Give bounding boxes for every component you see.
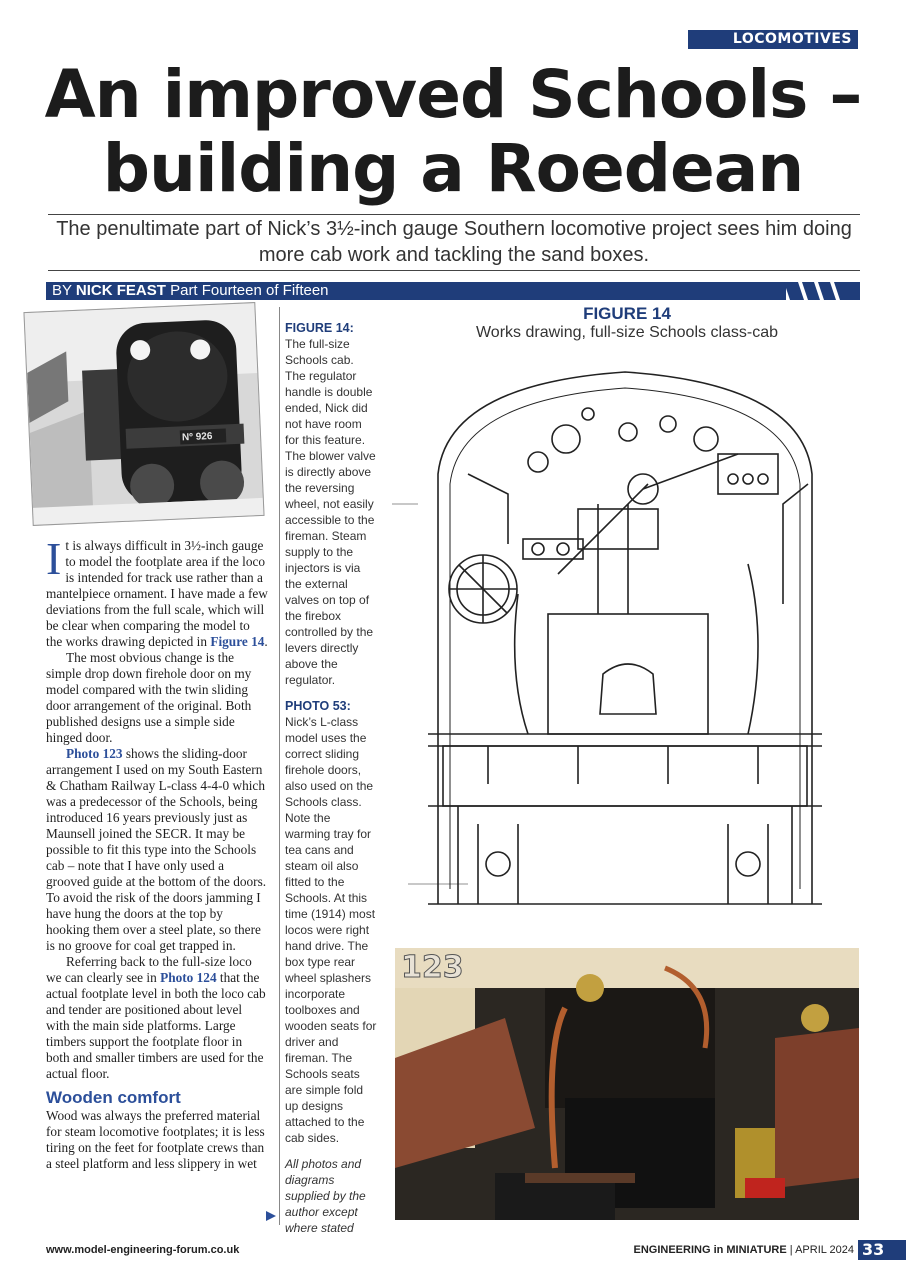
photo-123-reference[interactable]: Photo 123 bbox=[66, 746, 123, 761]
footer-issue: APRIL 2024 bbox=[795, 1244, 854, 1256]
figure-subtitle: Works drawing, full-size Schools class-cab bbox=[475, 324, 779, 341]
headline bbox=[30, 58, 876, 206]
byline-bar bbox=[46, 282, 786, 300]
subheading: Wooden comfort bbox=[46, 1088, 181, 1107]
locomotive-photo bbox=[23, 302, 264, 526]
body-text: . bbox=[264, 634, 268, 649]
body-paragraph-1 bbox=[46, 533, 268, 650]
locomotive-photo-image bbox=[24, 303, 263, 525]
photo-credit: All photos and diagrams supplied by the author except where stated bbox=[285, 1157, 366, 1235]
cab-works-drawing bbox=[388, 344, 862, 914]
headline-line-2: building a Roedean bbox=[102, 130, 804, 207]
body-paragraph-2: The most obvious change is the simple drop down firehole door on my model compared with the twin sliding door arrangement of the original. Both published designs use a simple side hinged door. bbox=[46, 650, 252, 745]
standfirst-top-rule bbox=[48, 214, 860, 215]
body-column-1 bbox=[46, 533, 268, 1172]
number-plate: Nº 926 bbox=[181, 431, 213, 444]
byline-prefix: BY bbox=[52, 282, 72, 299]
body-paragraph-5: Wood was always the preferred material for steam locomotive footplates; it is less tiring on the feet for footplate crews than a steel platform and less slippery in wet bbox=[46, 1108, 265, 1171]
photo-123 bbox=[395, 948, 859, 1220]
byline-stripes-decoration bbox=[784, 282, 860, 300]
standfirst-bottom-rule bbox=[48, 270, 860, 271]
photo-53-caption-label: PHOTO 53: bbox=[285, 699, 351, 713]
headline-line-1: An improved Schools – bbox=[44, 56, 862, 133]
section-tag: LOCOMOTIVES bbox=[688, 30, 858, 48]
body-paragraph-4 bbox=[46, 954, 268, 1082]
caption-column bbox=[285, 320, 377, 1246]
column-divider bbox=[279, 307, 280, 1225]
photo-number-label: 123 bbox=[401, 950, 464, 985]
standfirst: The penultimate part of Nick’s 3½-inch gauge Southern locomotive project sees him doing more cab work and tackling the sand boxes. bbox=[56, 218, 852, 266]
page-number: 33 bbox=[858, 1240, 906, 1260]
body-paragraph-3 bbox=[46, 746, 268, 954]
byline-author: NICK FEAST bbox=[75, 282, 166, 299]
section-tag-rule bbox=[688, 48, 858, 49]
body-text: t is always difficult in 3½-inch gauge to model the footplate area if the loco is intended for track use rather than a mantelpiece ornament. I have made a few deviations from the full scale, which will be clear when comparing the model to the works drawing depicted in bbox=[46, 538, 268, 649]
body-text: shows the sliding-door arrangement I used on my South Eastern & Chatham Railway L-class 4-4-0 which was a predecessor of the Schools, being introduced 16 years previously just as Maunsell joined the SECR. It may be possible to fit this type into the Schools cab – note that I have only used a grooved guide at the bottom of the doors. To avoid the risk of the doors jamming I have hung the doors at the top by hooking them over a steel plate, so there is no groove for coal get trapped in. bbox=[46, 746, 267, 953]
figure-14-reference[interactable]: Figure 14 bbox=[210, 634, 265, 649]
figure-title: FIGURE 14 bbox=[583, 304, 671, 323]
photo-123-image bbox=[395, 948, 859, 1220]
byline-part: Part Fourteen of Fifteen bbox=[170, 282, 329, 299]
footer-magazine: ENGINEERING in MINIATURE | APRIL 2024 bbox=[633, 1244, 854, 1256]
footer-website-link[interactable]: www.model-engineering-forum.co.uk bbox=[46, 1244, 240, 1256]
drop-cap: I bbox=[46, 533, 62, 584]
body-text: Referring back to the full-size loco we can clearly see in bbox=[46, 954, 252, 985]
figure-14-caption bbox=[285, 320, 377, 688]
photo-53-caption-text: Nick’s L-class model uses the correct sliding firehole doors, also used on the Schools class. Note the warming tray for tea cans and steam oil also fitted to the Schools. At this time (1914) most locos were right hand drive. The box type rear wheel splashers incorporate toolboxes and wooden seats for driver and fireman. The Schools seats are simple fold up designs attached to the cab sides. bbox=[285, 715, 377, 1145]
figure-14-caption-text: The full-size Schools cab. The regulator handle is double ended, Nick did not have room for this feature. The blower valve is directly above the reversing wheel, not easily accessible to the fireman. Steam supply to the injectors is via the external valves on top of the firebox controlled by the levers directly above the regulator. bbox=[285, 337, 376, 687]
photo-53-caption bbox=[285, 698, 377, 1146]
photo-124-reference[interactable]: Photo 124 bbox=[160, 970, 217, 985]
body-text: that the actual footplate level in both the loco cab and tender are positioned about level with the main side platforms. Large timbers support the footplate floor in both and smaller timbers are used for the actual floor. bbox=[46, 970, 266, 1081]
footer-magazine-title: ENGINEERING in MINIATURE bbox=[633, 1244, 787, 1256]
figure-14-caption-label: FIGURE 14: bbox=[285, 321, 354, 335]
continue-arrow-icon bbox=[265, 1210, 277, 1222]
